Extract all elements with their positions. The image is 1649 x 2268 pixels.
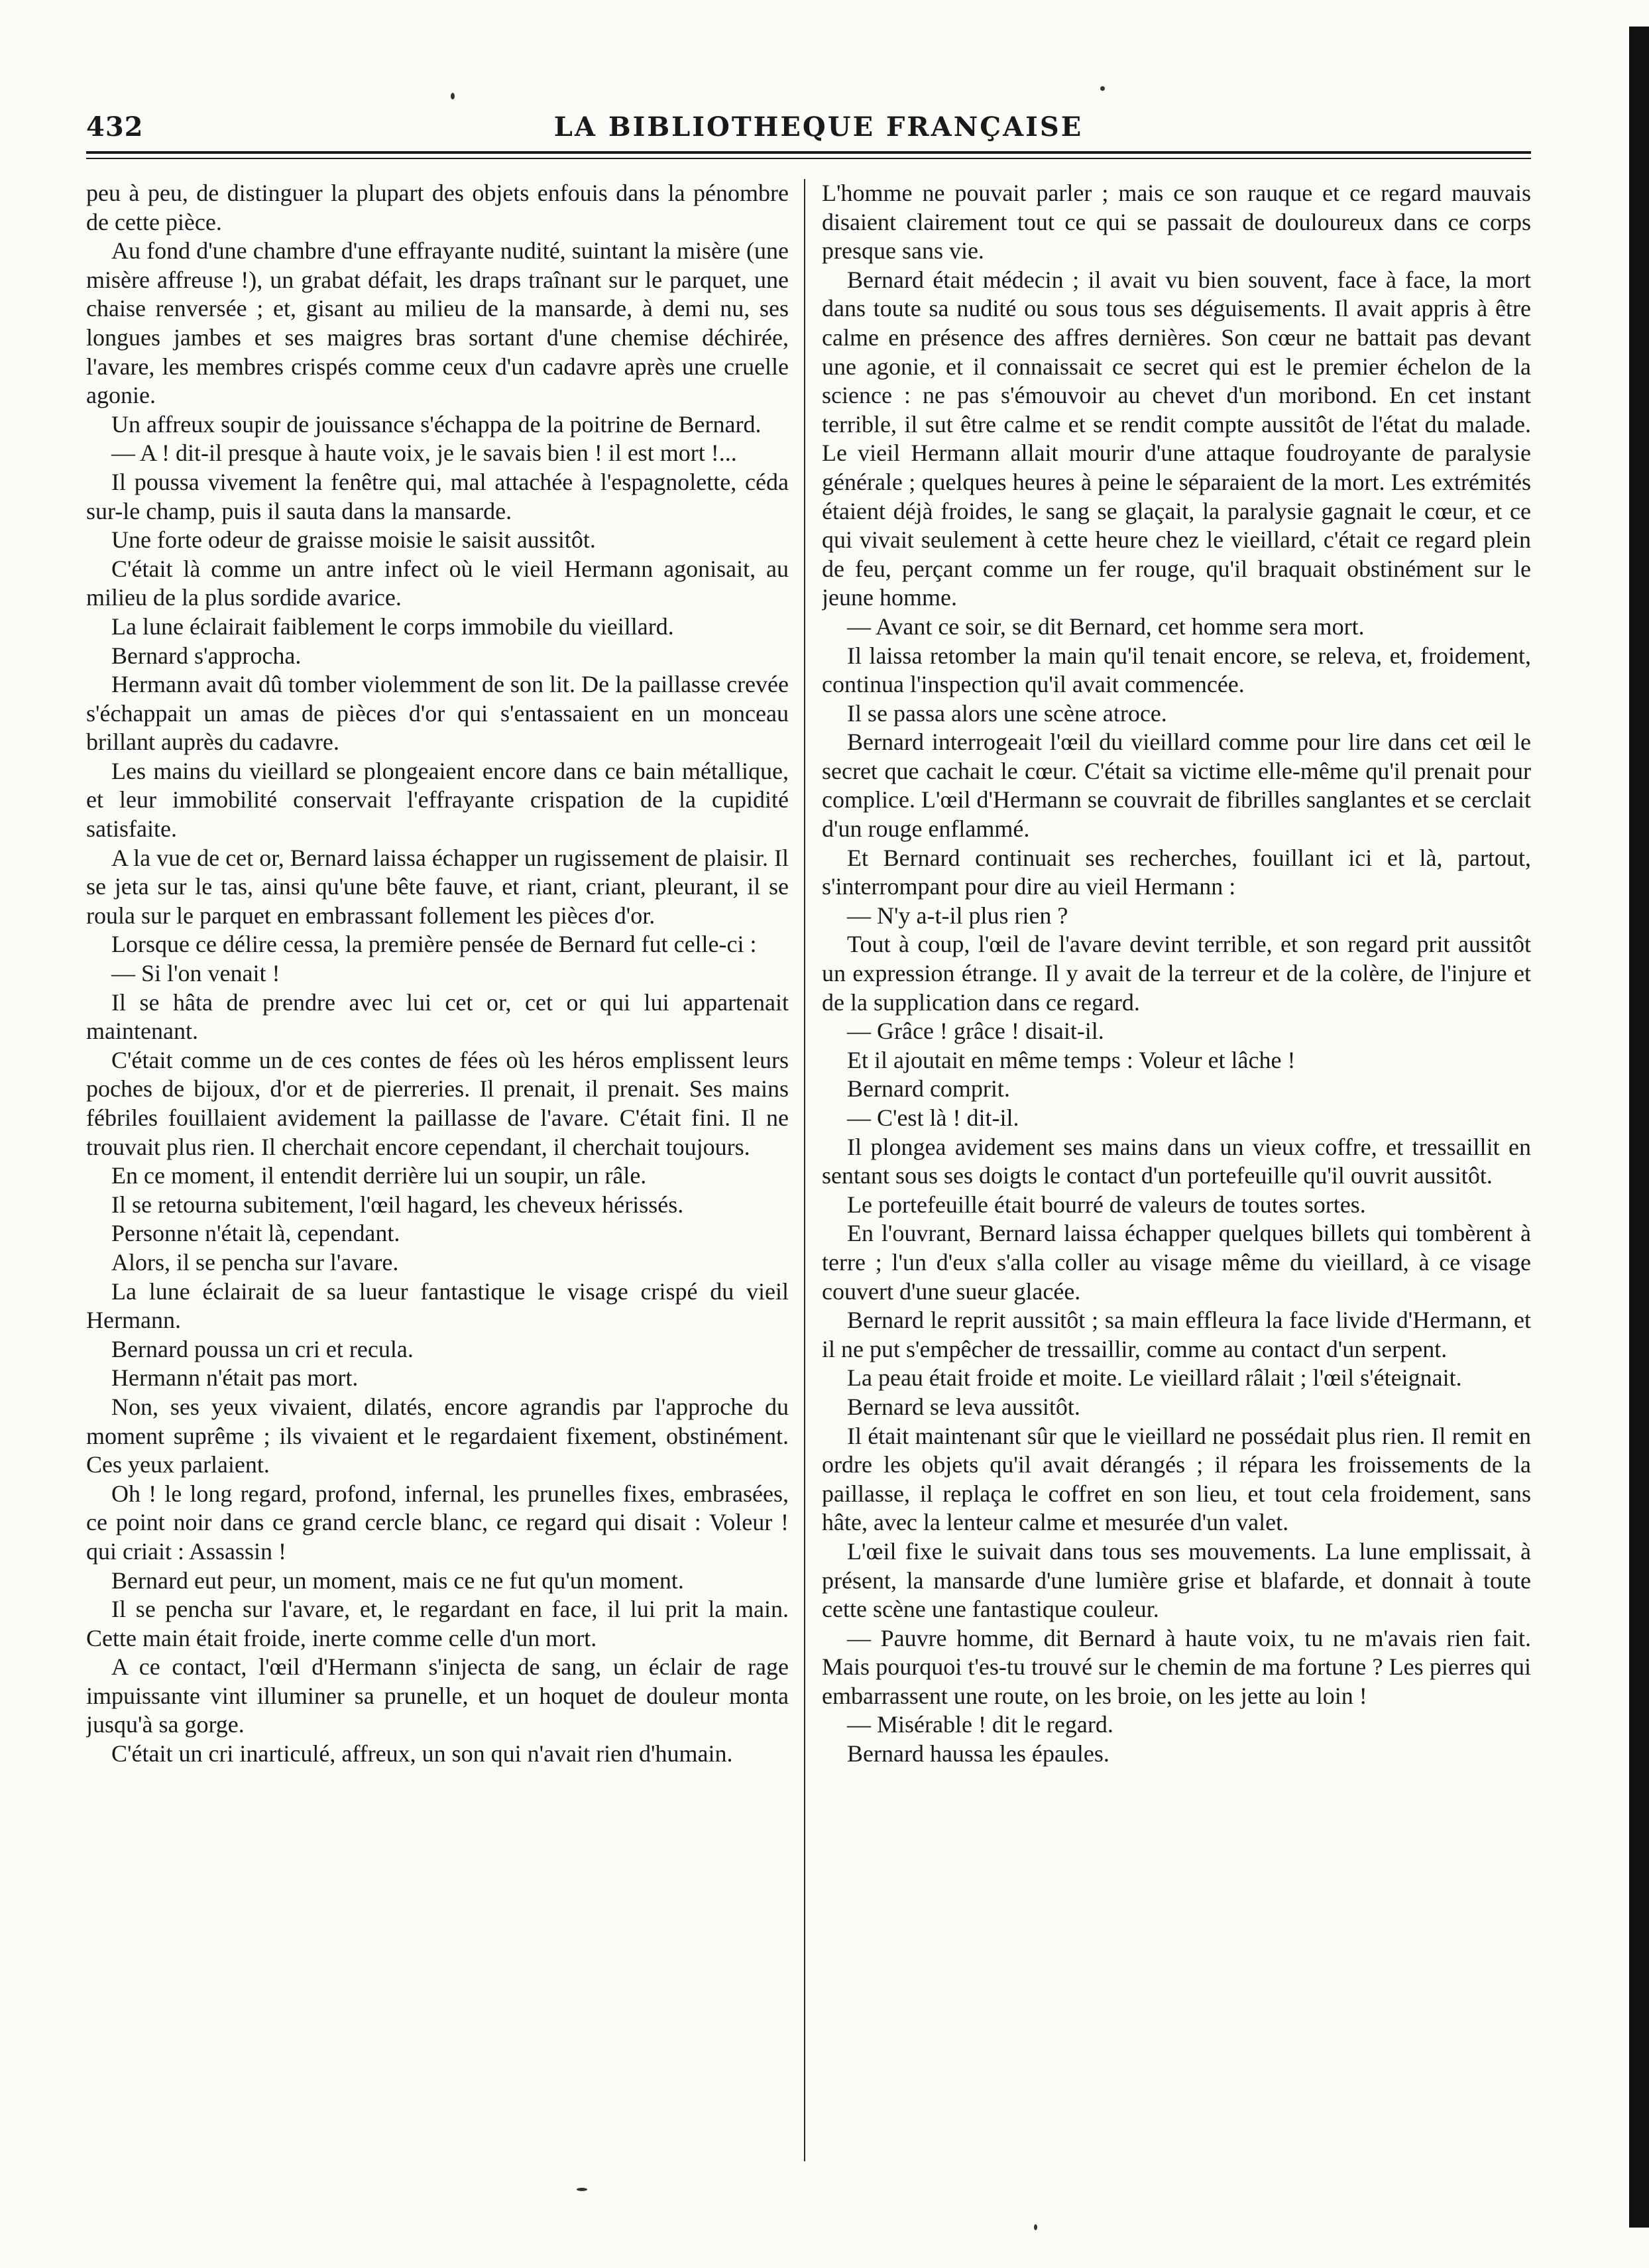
header-rule-thin [86, 158, 1531, 159]
right-text-column [822, 179, 1531, 2168]
scan-edge-shadow [1629, 27, 1649, 2228]
paragraph: Un affreux soupir de jouissance s'échappa de la poitrine de Bernard. [111, 410, 762, 438]
paragraph: Bernard se leva aussitôt. [847, 1393, 1080, 1420]
paragraph: Les mains du vieillard se plongeaient encore dans ce bain métallique, et leur immobilité conservait l'effrayante crispation de la cupidité satisfaite. [86, 757, 789, 843]
header-rule [86, 151, 1531, 154]
paragraph: Le portefeuille était bourré de valeurs de toutes sortes. [847, 1191, 1366, 1218]
paragraph: Bernard eut peur, un moment, mais ce ne fut qu'un moment. [111, 1567, 684, 1594]
paragraph: Bernard était médecin ; il avait vu bien souvent, face à face, la mort dans toute sa nudité ou sous tous ses déguisements. Il avait appris à être calme en présence des affres dernières. Son cœur ne battait pas devant une agonie, et il connaissait ce secret qui est le premier échelon de la science : ne pas s'émouvoir au chevet d'un moribond. En cet instant terrible, il sut être calme et se rendit compte aussitôt de l'état du malade. Le vieil Hermann allait mourir d'une attaque foudroyante de paralysie générale ; quelques heures à peine le séparaient de la mort. Les extrémités étaient déjà froides, le sang se glaçait, la paralysie gagnait le cœur, et ce qui vivait seulement à cette heure chez le vieillard, c'était ce regard plein de feu, perçant comme un fer rouge, qu'il braquait obstinément sur le jeune homme. [822, 266, 1531, 611]
scan-speck [451, 93, 455, 99]
paragraph: Personne n'était là, cependant. [111, 1220, 400, 1247]
paragraph: L'œil fixe le suivait dans tous ses mouvements. La lune emplissait, à présent, la mansarde d'une lumière grise et blafarde, et donnait à toute cette scène une fantastique couleur. [822, 1537, 1531, 1623]
page-header [86, 111, 1551, 151]
paragraph: C'était comme un de ces contes de fées où les héros emplissent leurs poches de bijoux, d'or et de pierreries. Il prenait, il prenait. Ses mains fébriles fouillaient avidement la paillasse de l'avare. C'était fini. Il ne trouvait plus rien. Il cherchait encore cependant, il cherchait toujours. [86, 1046, 789, 1160]
scan-speck [1034, 2224, 1037, 2230]
column-divider [804, 179, 805, 2161]
paragraph: — Pauvre homme, dit Bernard à haute voix, tu ne m'avais rien fait. Mais pourquoi t'es-tu trouvé sur le chemin de ma fortune ? Les pierres qui embarrassent une route, on les broie, on les jette au loin ! [822, 1624, 1531, 1709]
paragraph: Bernard haussa les épaules. [847, 1740, 1109, 1767]
paragraph: Bernard le reprit aussitôt ; sa main effleura la face livide d'Hermann, et il ne put s'empêcher de tressaillir, comme au contact d'un serpent. [822, 1307, 1531, 1362]
paragraph: A ce contact, l'œil d'Hermann s'injecta de sang, un éclair de rage impuissante vint illuminer sa prunelle, et un hoquet de douleur monta jusqu'à sa gorge. [86, 1653, 789, 1738]
paragraph: peu à peu, de distinguer la plupart des objets enfouis dans la pénombre de cette pièce. [86, 180, 789, 235]
paragraph: Bernard comprit. [847, 1075, 1010, 1103]
paragraph: — Avant ce soir, se dit Bernard, cet homme sera mort. [847, 613, 1365, 640]
paragraph: Bernard interrogeait l'œil du vieillard comme pour lire dans cet œil le secret que cachait le cœur. C'était sa victime elle-même qu'il prenait pour complice. L'œil d'Hermann se couvrait de fibrilles sanglantes et se cerclait d'un rouge enflammé. [822, 729, 1531, 843]
paragraph: A la vue de cet or, Bernard laissa échapper un rugissement de plaisir. Il se jeta sur le tas, ainsi qu'une bête fauve, et riant, criant, pleurant, il se roula sur le parquet en embrassant follement les pièces d'or. [86, 844, 789, 929]
paragraph: Lorsque ce délire cessa, la première pensée de Bernard fut celle-ci : [111, 931, 757, 958]
paragraph: — C'est là ! dit-il. [847, 1104, 1019, 1131]
paragraph: La peau était froide et moite. Le vieillard râlait ; l'œil s'éteignait. [847, 1364, 1462, 1392]
paragraph: — N'y a-t-il plus rien ? [847, 902, 1068, 929]
paragraph: Bernard poussa un cri et recula. [111, 1335, 414, 1362]
paragraph: Hermann avait dû tomber violemment de son lit. De la paillasse crevée s'échappait un amas de pièces d'or qui s'entassaient en un monceau brillant auprès du cadavre. [86, 671, 789, 756]
paragraph: C'était un cri inarticulé, affreux, un son qui n'avait rien d'humain. [111, 1740, 733, 1767]
paragraph: La lune éclairait faiblement le corps immobile du vieillard. [111, 613, 674, 640]
paragraph: Il plongea avidement ses mains dans un vieux coffre, et tressaillit en sentant sous ses doigts le contact d'un portefeuille qu'il ouvrit aussitôt. [822, 1133, 1531, 1189]
paragraph: Tout à coup, l'œil de l'avare devint terrible, et son regard prit aussitôt un expression étrange. Il y avait de la terreur et de la colère, de l'injure et de la supplication dans ce regard. [822, 931, 1531, 1016]
running-title: LA BIBLIOTHEQUE FRANÇAISE [553, 111, 1084, 143]
paragraph: La lune éclairait de sa lueur fantastique le visage crispé du vieil Hermann. [86, 1278, 789, 1334]
scan-speck [577, 2188, 587, 2191]
paragraph: Hermann n'était pas mort. [111, 1364, 359, 1392]
paragraph: Il se passa alors une scène atroce. [847, 699, 1167, 727]
scan-speck [1100, 86, 1105, 91]
paragraph: — Si l'on venait ! [111, 960, 280, 987]
paragraph: Une forte odeur de graisse moisie le saisit aussitôt. [111, 526, 596, 554]
paragraph: Non, ses yeux vivaient, dilatés, encore agrandis par l'approche du moment suprême ; ils vivaient et le regardaient fixement, obstinément. Ces yeux parlaient. [86, 1393, 789, 1478]
paragraph: — Misérable ! dit le regard. [847, 1711, 1113, 1738]
paragraph: C'était là comme un antre infect où le vieil Hermann agonisait, au milieu de la plus sordide avarice. [86, 555, 789, 611]
paragraph: Alors, il se pencha sur l'avare. [111, 1248, 399, 1276]
paragraph: — Grâce ! grâce ! disait-il. [847, 1018, 1104, 1045]
paragraph: En ce moment, il entendit derrière lui un soupir, un râle. [111, 1162, 647, 1189]
paragraph: — A ! dit-il presque à haute voix, je le savais bien ! il est mort !... [111, 440, 737, 467]
page-number: 432 [86, 111, 144, 143]
left-text-column [86, 179, 789, 2168]
paragraph: En l'ouvrant, Bernard laissa échapper quelques billets qui tombèrent à terre ; l'un d'eux s'alla coller au visage même du vieillard, à ce visage couvert d'une sueur glacée. [822, 1220, 1531, 1305]
paragraph: Il se retourna subitement, l'œil hagard, les cheveux hérissés. [111, 1191, 684, 1218]
paragraph: Il était maintenant sûr que le vieillard ne possédait plus rien. Il remit en ordre les objets qu'il avait dérangés ; il répara les froissements de la paillasse, il replaça le coffret en son lieu, et tout cela froidement, sans hâte, avec la lenteur calme et mesurée d'un valet. [822, 1422, 1531, 1536]
paragraph: Il poussa vivement la fenêtre qui, mal attachée à l'espagnolette, céda sur-le champ, puis il sauta dans la mansarde. [86, 468, 789, 524]
paragraph: Bernard s'approcha. [111, 642, 302, 669]
paragraph: Au fond d'une chambre d'une effrayante nudité, suintant la misère (une misère affreuse !), un grabat défait, les draps traînant sur le parquet, une chaise renversée ; et, gisant au milieu de la mansarde, à demi nu, ses longues jambes et ses maigres bras sortant d'une chemise déchirée, l'avare, les membres crispés comme ceux d'un cadavre après une cruelle agonie. [86, 237, 789, 409]
paragraph: Et Bernard continuait ses recherches, fouillant ici et là, partout, s'interrompant pour dire au vieil Hermann : [822, 844, 1531, 900]
paragraph: Il se pencha sur l'avare, et, le regardant en face, il lui prit la main. Cette main était froide, inerte comme celle d'un mort. [86, 1596, 789, 1651]
paragraph: Il se hâta de prendre avec lui cet or, cet or qui lui appartenait maintenant. [86, 988, 789, 1045]
paragraph: Il laissa retomber la main qu'il tenait encore, se releva, et, froidement, continua l'inspection qu'il avait commencée. [822, 642, 1531, 698]
paragraph: Oh ! le long regard, profond, infernal, les prunelles fixes, embrasées, ce point noir dans ce grand cercle blanc, ce regard qui disait : Voleur ! qui criait : Assassin ! [86, 1480, 789, 1565]
paragraph: Et il ajoutait en même temps : Voleur et lâche ! [847, 1046, 1296, 1073]
paragraph: L'homme ne pouvait parler ; mais ce son rauque et ce regard mauvais disaient clairement tout ce qui se passait de douloureux dans ce corps presque sans vie. [822, 180, 1531, 265]
